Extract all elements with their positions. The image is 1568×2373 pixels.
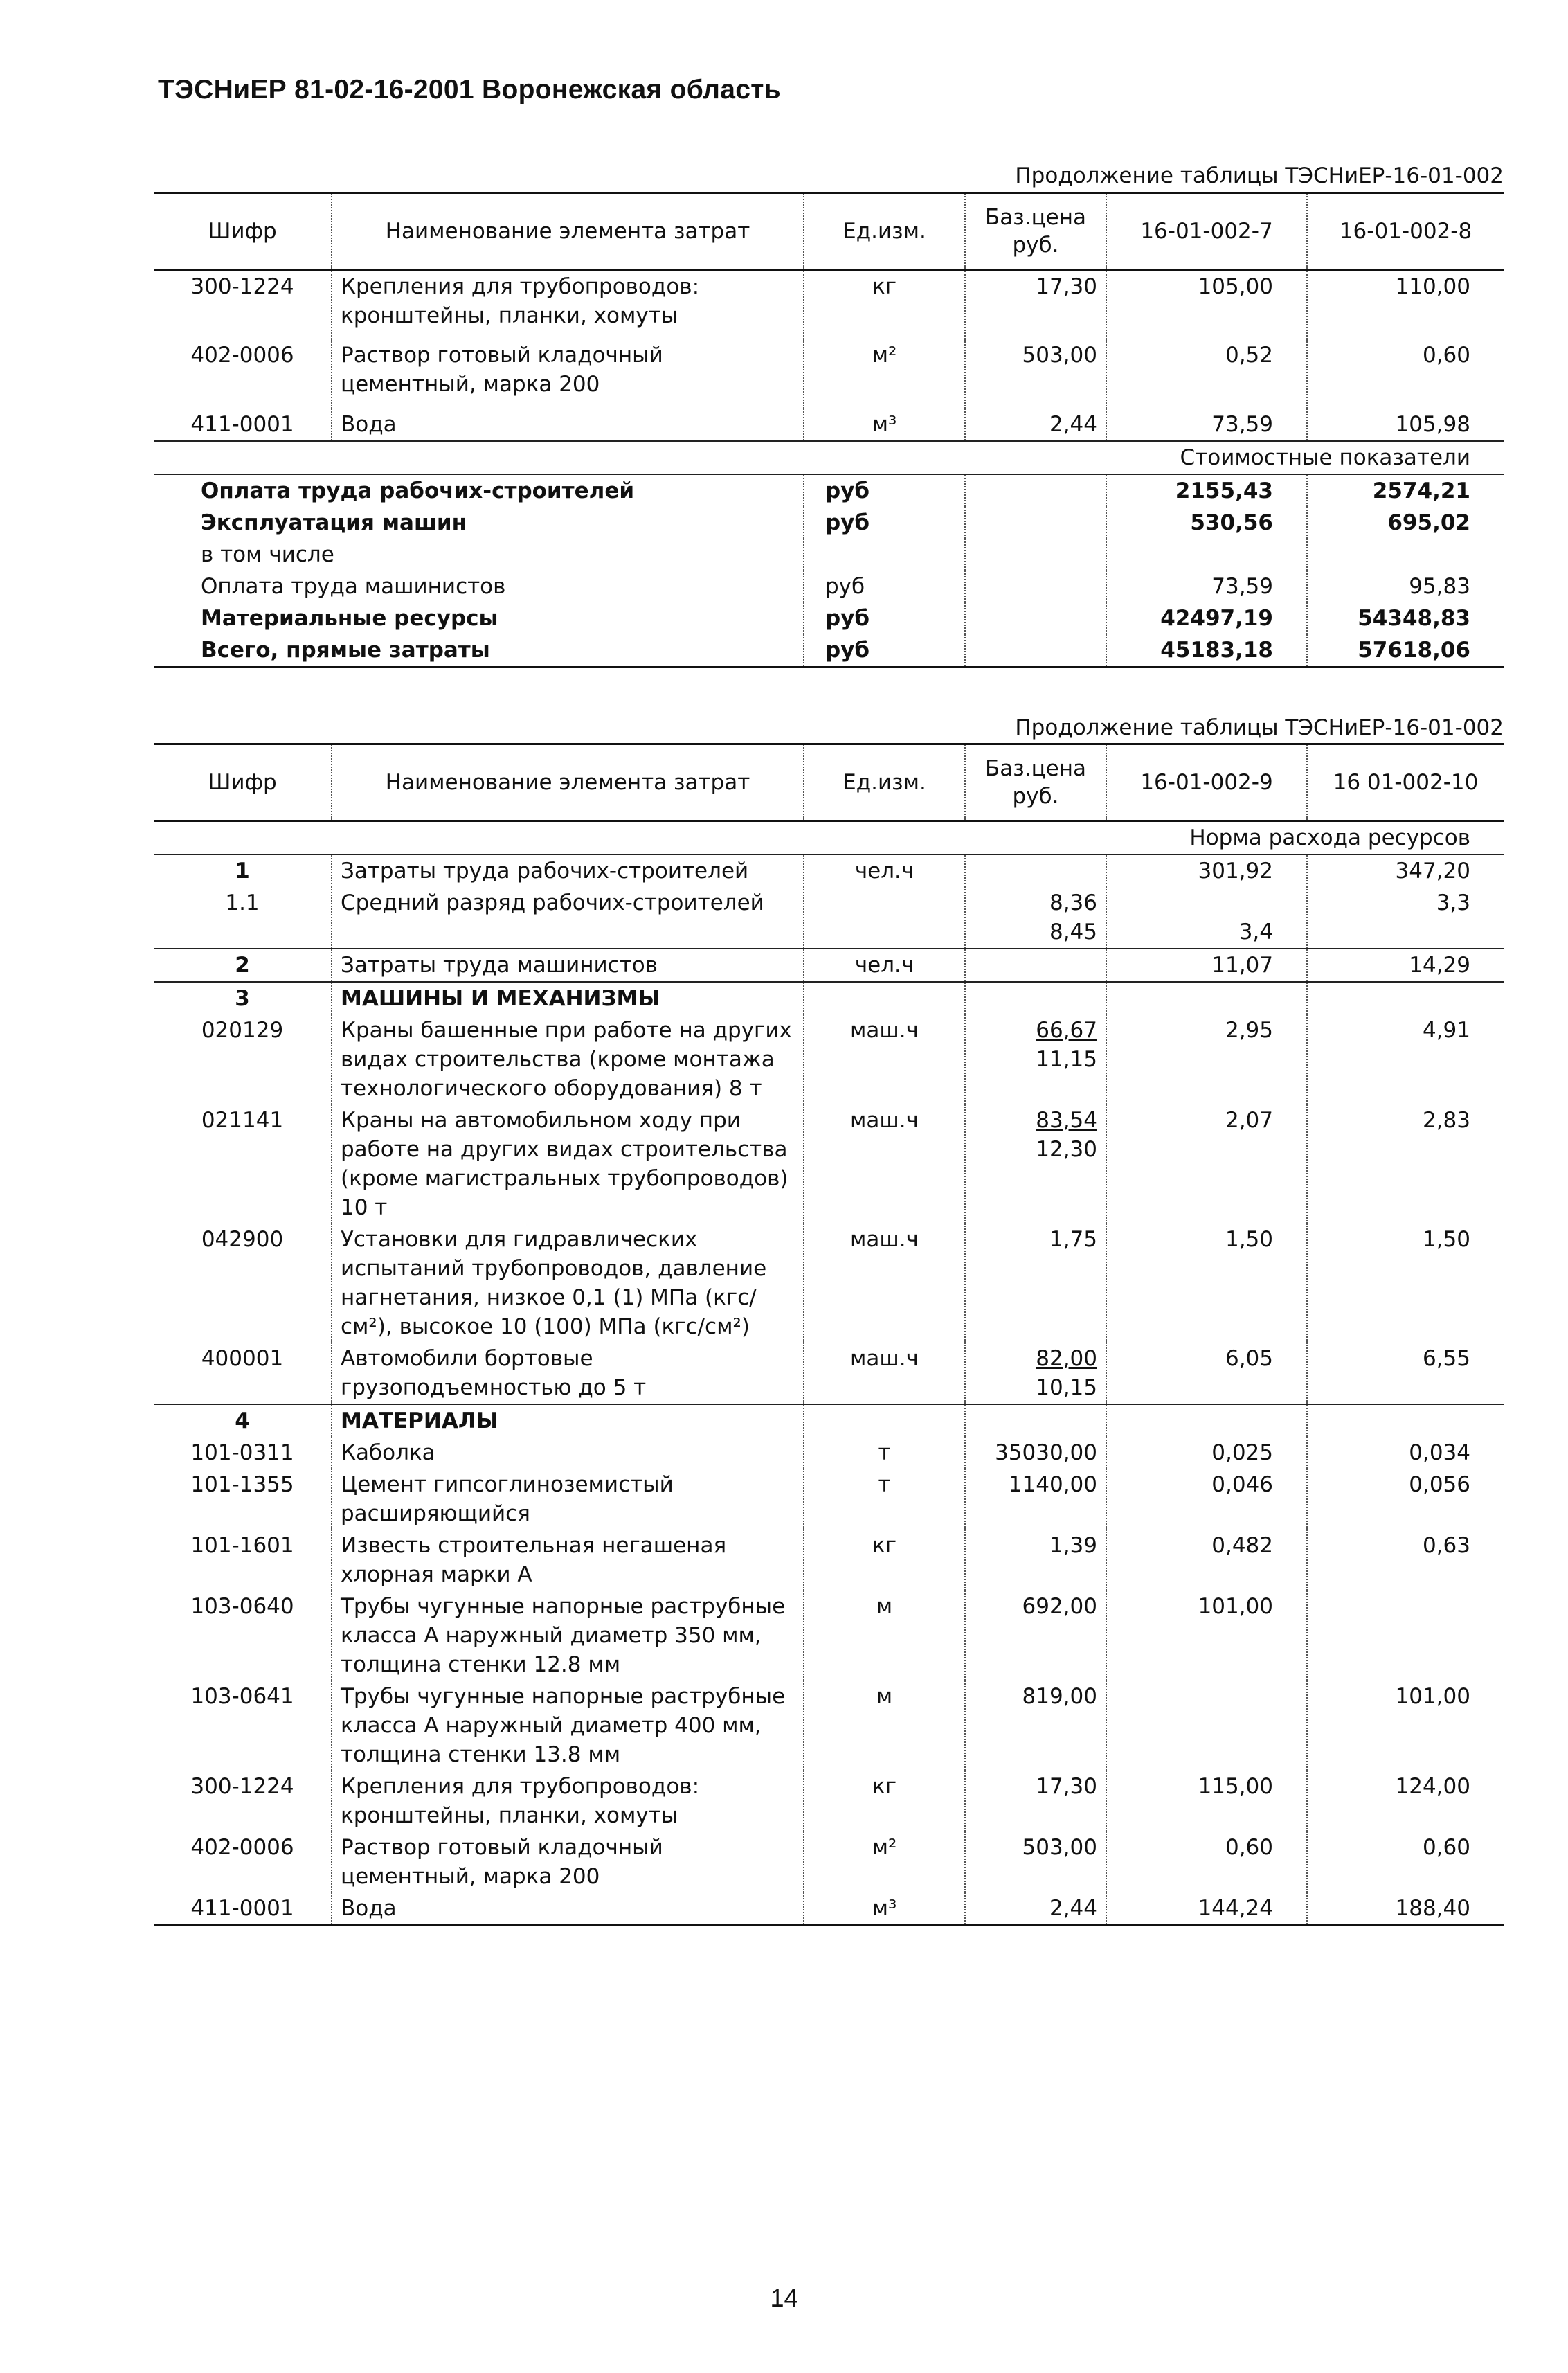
row-unit: м: [804, 1681, 965, 1771]
row-code: 400001: [201, 1346, 284, 1371]
row-price-main: 2,44: [1049, 1896, 1097, 1921]
row-price-secondary: 12,30: [1036, 1137, 1097, 1162]
row-value-1: [1106, 1343, 1307, 1404]
document-header: ТЭСНиЕР 81-02-16-2001 Воронежская область: [158, 75, 781, 105]
row-value-1: [1106, 1014, 1307, 1104]
table-header-row: [154, 744, 1504, 821]
row-price-main: 1140,00: [1008, 1472, 1097, 1497]
row-value-2: 0,056: [1307, 1469, 1504, 1530]
row-name: Затраты труда машинистов: [332, 949, 804, 982]
row-code: 300-1224: [190, 1774, 294, 1799]
row-unit: маш.ч: [804, 1343, 965, 1404]
row-price-main: 17,30: [1036, 1774, 1097, 1799]
col-unit-header: Ед.изм.: [804, 193, 965, 270]
row-value-1: [1106, 1832, 1307, 1892]
row-price: [965, 949, 1106, 982]
row-value-1: [1106, 1404, 1307, 1437]
row-value-1: [1106, 1469, 1307, 1530]
table-row: [154, 1892, 1504, 1926]
cost-row: [154, 634, 1504, 668]
cost-value-2: 95,83: [1307, 571, 1504, 602]
table-row: [154, 1224, 1504, 1343]
row-name: Затраты труда рабочих-строителей: [332, 854, 804, 887]
table-row: [154, 1104, 1504, 1224]
row-code: 021141: [201, 1108, 284, 1133]
row-value-1: [1106, 949, 1307, 982]
row-name: Средний разряд рабочих-строителей: [332, 887, 804, 949]
cost-unit: руб: [804, 602, 965, 634]
col-price-header: Баз.цена руб.: [965, 193, 1106, 270]
row-unit: [804, 982, 965, 1014]
row-unit: м: [804, 1591, 965, 1681]
col-v1-header: 16-01-002-7: [1106, 193, 1307, 270]
row-name: Вода: [332, 1892, 804, 1926]
row-price-main: 1,39: [1049, 1533, 1097, 1558]
table-row: [154, 1014, 1504, 1104]
row-value-2: [1307, 982, 1504, 1014]
table-header-row: [154, 193, 1504, 270]
row-price-main: 82,00: [1036, 1346, 1097, 1371]
row-value-2: 124,00: [1307, 1771, 1504, 1832]
cost-name: Оплата труда машинистов: [201, 573, 506, 599]
col-v2-header: 16-01-002-8: [1307, 193, 1504, 270]
cost-price-empty: [965, 571, 1106, 602]
table-row: [154, 1832, 1504, 1892]
cost-value-1: 45183,18: [1106, 634, 1307, 668]
row-code: 4: [154, 1404, 332, 1437]
row-value-1: 73,59: [1106, 409, 1307, 441]
row-value-2: 0,63: [1307, 1530, 1504, 1591]
cost-value-2: [1307, 539, 1504, 571]
col-name-header: Наименование элемента затрат: [332, 744, 804, 821]
cost-value-1: [1106, 539, 1307, 571]
col-code-header: Шифр: [154, 193, 332, 270]
row-unit: м²: [804, 1832, 965, 1892]
cost-value-1: 2155,43: [1106, 474, 1307, 507]
row-price: [965, 1404, 1106, 1437]
row-name: Вода: [332, 409, 804, 441]
estimate-table-1: [154, 192, 1504, 668]
row-price: [965, 1530, 1106, 1591]
row-price: [965, 1771, 1106, 1832]
row-value-1-main: 11,07: [1211, 953, 1273, 978]
col-v1-header: 16-01-002-9: [1106, 744, 1307, 821]
row-price: [965, 1591, 1106, 1681]
cost-price-empty: [965, 474, 1106, 507]
row-value-1-main: 2,95: [1225, 1018, 1273, 1043]
row-value-2: 4,91: [1307, 1014, 1504, 1104]
row-value-1: [1106, 1104, 1307, 1224]
cost-unit: руб: [804, 634, 965, 668]
col-v2-header: 16 01-002-10: [1307, 744, 1504, 821]
col-name-header: Наименование элемента затрат: [332, 193, 804, 270]
row-unit: кг: [804, 1530, 965, 1591]
row-price: [965, 1224, 1106, 1343]
row-value-2: 188,40: [1307, 1892, 1504, 1926]
row-name: Крепления для трубопроводов: кронштейны, планки, хомуты: [332, 270, 804, 339]
row-price-main: 819,00: [1022, 1684, 1097, 1709]
cost-value-2: 2574,21: [1307, 474, 1504, 507]
row-name: Трубы чугунные напорные раструбные класса А наружный диаметр 400 мм, толщина стенки 13.8 мм: [332, 1681, 804, 1771]
row-value-2: [1307, 1404, 1504, 1437]
table2-caption: Продолжение таблицы ТЭСНиЕР-16-01-002: [1015, 715, 1504, 740]
row-value-1: [1106, 1771, 1307, 1832]
row-name: МАШИНЫ И МЕХАНИЗМЫ: [332, 982, 804, 1014]
row-value-1-main: 0,046: [1211, 1472, 1273, 1497]
row-value-1-main: 2,07: [1225, 1108, 1273, 1133]
col-unit-header: Ед.изм.: [804, 744, 965, 821]
cost-unit: руб: [804, 474, 965, 507]
table-row: [154, 1530, 1504, 1591]
cost-unit: [804, 539, 965, 571]
table-row: [154, 1771, 1504, 1832]
row-price-secondary: 10,15: [1036, 1375, 1097, 1400]
table1-caption: Продолжение таблицы ТЭСНиЕР-16-01-002: [1015, 163, 1504, 188]
page-number: 14: [770, 2284, 798, 2312]
row-code: 300-1224: [190, 274, 294, 299]
row-code: 101-1601: [190, 1533, 294, 1558]
cost-price-empty: [965, 507, 1106, 539]
row-value-1-main: 144,24: [1198, 1896, 1273, 1921]
row-unit: м³: [804, 409, 965, 441]
row-price-main: 503,00: [1022, 1835, 1097, 1860]
cost-row: [154, 507, 1504, 539]
row-value-1-main: 0,025: [1211, 1440, 1273, 1465]
row-code: 103-0640: [190, 1594, 294, 1619]
row-value-1-main: 115,00: [1198, 1774, 1273, 1799]
row-value-1-secondary: 3,4: [1238, 920, 1273, 944]
estimate-table-2: [154, 743, 1504, 1926]
table-row: [154, 854, 1504, 887]
row-code: 2: [154, 949, 332, 982]
row-value-1: [1106, 1530, 1307, 1591]
table-row: [154, 1591, 1504, 1681]
row-code: 020129: [201, 1018, 284, 1043]
table-row: [154, 270, 1504, 339]
row-price: [965, 1014, 1106, 1104]
row-unit: [804, 1404, 965, 1437]
cost-value-2: 57618,06: [1307, 634, 1504, 668]
table-row: [154, 887, 1504, 949]
row-price: [965, 1681, 1106, 1771]
row-value-1: [1106, 1892, 1307, 1926]
row-code: 411-0001: [190, 411, 294, 437]
cost-unit: руб: [804, 571, 965, 602]
cost-name: Эксплуатация машин: [201, 510, 467, 535]
row-value-1: [1106, 1224, 1307, 1343]
row-unit: т: [804, 1469, 965, 1530]
row-value-1-main: 0,482: [1211, 1533, 1273, 1558]
row-code: 101-1355: [190, 1472, 294, 1497]
row-unit: чел.ч: [804, 854, 965, 887]
cost-row: [154, 474, 1504, 507]
row-code: 042900: [201, 1227, 284, 1252]
cost-name: Оплата труда рабочих-строителей: [201, 478, 635, 503]
row-code: 1.1: [225, 890, 260, 915]
table-row: [154, 982, 1504, 1014]
row-price: [965, 887, 1106, 949]
cost-name: Материальные ресурсы: [201, 605, 498, 631]
row-value-1: [1106, 1591, 1307, 1681]
row-value-1-main: 0,60: [1225, 1835, 1273, 1860]
row-price: [965, 1104, 1106, 1224]
row-code: 1: [154, 854, 332, 887]
row-unit: кг: [804, 270, 965, 339]
row-name: Автомобили бортовые грузоподъемностью до 5 т: [332, 1343, 804, 1404]
row-name: Краны башенные при работе на других видах строительства (кроме монтажа технологического оборудования) 8 т: [332, 1014, 804, 1104]
row-unit: кг: [804, 1771, 965, 1832]
row-name: Раствор готовый кладочный цементный, марка 200: [332, 1832, 804, 1892]
row-unit: маш.ч: [804, 1224, 965, 1343]
cost-row: [154, 602, 1504, 634]
row-value-1-main: 6,05: [1225, 1346, 1273, 1371]
table-row: [154, 1469, 1504, 1530]
cost-value-2: 695,02: [1307, 507, 1504, 539]
cost-value-1: 42497,19: [1106, 602, 1307, 634]
row-unit: чел.ч: [804, 949, 965, 982]
row-value-1-main: 101,00: [1198, 1594, 1273, 1619]
cost-row: [154, 571, 1504, 602]
row-value-1: [1106, 1681, 1307, 1771]
row-price: [965, 1832, 1106, 1892]
row-value-2: 1,50: [1307, 1224, 1504, 1343]
row-value-2: 2,83: [1307, 1104, 1504, 1224]
col-code-header: Шифр: [154, 744, 332, 821]
row-value-2: 0,034: [1307, 1437, 1504, 1469]
norm-heading: [154, 821, 1504, 855]
row-value-2: [1307, 1591, 1504, 1681]
row-price-secondary: 11,15: [1036, 1047, 1097, 1072]
row-price: [965, 1892, 1106, 1926]
row-code: 3: [154, 982, 332, 1014]
row-name: Раствор готовый кладочный цементный, марка 200: [332, 339, 804, 409]
row-name: Трубы чугунные напорные раструбные класса А наружный диаметр 350 мм, толщина стенки 12.8 мм: [332, 1591, 804, 1681]
row-value-1: [1106, 1437, 1307, 1469]
table-row: [154, 949, 1504, 982]
row-unit: [804, 887, 965, 949]
cost-value-1: 73,59: [1106, 571, 1307, 602]
cost-price-empty: [965, 602, 1106, 634]
row-price: 503,00: [965, 339, 1106, 409]
table-row: [154, 1343, 1504, 1404]
row-name: МАТЕРИАЛЫ: [332, 1404, 804, 1437]
table-row: [154, 1681, 1504, 1771]
cost-unit: руб: [804, 507, 965, 539]
row-code: 103-0641: [190, 1684, 294, 1709]
row-value-2: 3,3: [1307, 887, 1504, 949]
cost-price-empty: [965, 634, 1106, 668]
norm-heading-label: Норма расхода ресурсов: [154, 821, 1504, 855]
row-price-main: 1,75: [1049, 1227, 1097, 1252]
row-value-2: 0,60: [1307, 1832, 1504, 1892]
row-price-main: 692,00: [1022, 1594, 1097, 1619]
row-code: 402-0006: [190, 1835, 294, 1860]
row-name: Крепления для трубопроводов: кронштейны, планки, хомуты: [332, 1771, 804, 1832]
col-price-header: Баз.цена руб.: [965, 744, 1106, 821]
row-code: 101-0311: [190, 1440, 294, 1465]
row-price-main: 83,54: [1036, 1108, 1097, 1133]
row-value-2: 0,60: [1307, 339, 1504, 409]
row-value-1-main: 301,92: [1198, 859, 1273, 884]
table-row: [154, 1437, 1504, 1469]
row-value-1: 105,00: [1106, 270, 1307, 339]
row-price: [965, 1437, 1106, 1469]
row-price-main: 66,67: [1036, 1018, 1097, 1043]
cost-heading: [154, 441, 1504, 474]
row-value-2: 101,00: [1307, 1681, 1504, 1771]
row-value-1: 0,52: [1106, 339, 1307, 409]
row-unit: маш.ч: [804, 1104, 965, 1224]
row-value-1: [1106, 982, 1307, 1014]
row-value-1: [1106, 854, 1307, 887]
row-code: 402-0006: [190, 342, 294, 368]
row-value-2: 105,98: [1307, 409, 1504, 441]
row-price-main: 8,36: [1049, 890, 1097, 915]
cost-value-2: 54348,83: [1307, 602, 1504, 634]
row-unit: м³: [804, 1892, 965, 1926]
table-row: [154, 1404, 1504, 1437]
cost-name: в том числе: [201, 541, 334, 567]
cost-heading-label: Стоимостные показатели: [154, 441, 1504, 474]
row-price: 2,44: [965, 409, 1106, 441]
row-name: Каболка: [332, 1437, 804, 1469]
row-price-main: 35030,00: [995, 1440, 1097, 1465]
row-price: [965, 854, 1106, 887]
row-value-2: 14,29: [1307, 949, 1504, 982]
row-price: [965, 1469, 1106, 1530]
row-value-2: 6,55: [1307, 1343, 1504, 1404]
cost-name: Всего, прямые затраты: [154, 634, 804, 668]
row-unit: м²: [804, 339, 965, 409]
row-name: Известь строительная негашеная хлорная марки А: [332, 1530, 804, 1591]
row-code: 411-0001: [154, 1892, 332, 1926]
cost-value-1: 530,56: [1106, 507, 1307, 539]
row-name: Краны на автомобильном ходу при работе на других видах строительства (кроме магистральных трубопроводов) 10 т: [332, 1104, 804, 1224]
row-price: [965, 982, 1106, 1014]
row-unit: т: [804, 1437, 965, 1469]
row-value-2: 110,00: [1307, 270, 1504, 339]
row-price: 17,30: [965, 270, 1106, 339]
row-price-secondary: 8,45: [1049, 920, 1097, 944]
cost-row: [154, 539, 1504, 571]
row-unit: маш.ч: [804, 1014, 965, 1104]
row-value-1: [1106, 887, 1307, 949]
row-value-2: 347,20: [1307, 854, 1504, 887]
row-price: [965, 1343, 1106, 1404]
table-row: [154, 339, 1504, 409]
row-name: Цемент гипсоглиноземистый расширяющийся: [332, 1469, 804, 1530]
row-value-1-main: 1,50: [1225, 1227, 1273, 1252]
table-row: [154, 409, 1504, 441]
cost-price-empty: [965, 539, 1106, 571]
row-name: Установки для гидравлических испытаний трубопроводов, давление нагнетания, низкое 0,1 (1) МПа (кгс/см²), высокое 10 (100) МПа (кгс/см²): [332, 1224, 804, 1343]
